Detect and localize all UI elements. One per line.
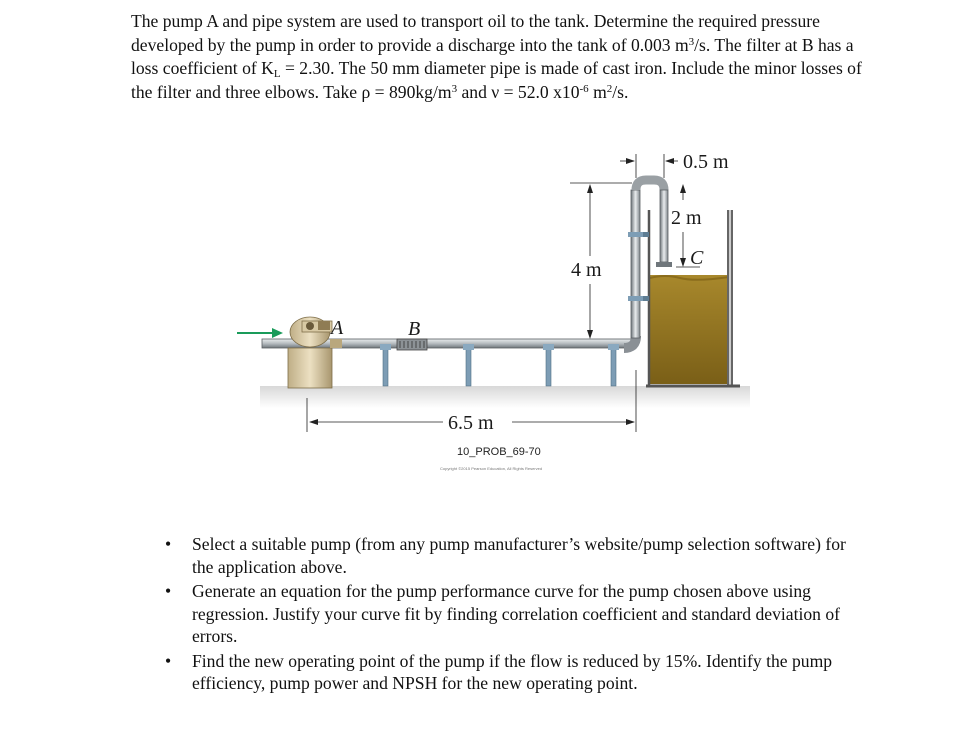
ground [260, 386, 750, 408]
inlet-flow-arrow [237, 328, 283, 338]
filter-b [397, 339, 427, 350]
bullet: • [165, 650, 172, 671]
superscript: 3 [451, 82, 458, 95]
problem-text-part: /s. The filter at B has a loss coefficient of K [131, 34, 854, 79]
problem-text-part: and ν = 52.0 x10 [457, 81, 580, 102]
task-item [165, 650, 865, 695]
dimension-horizontal-label: 6.5 m [448, 412, 494, 434]
problem-text-part: m [588, 81, 607, 102]
bullet: • [165, 581, 172, 601]
superscript: 3 [688, 35, 695, 48]
problem-text-part: The pump A and pipe system are used to transport oil to the tank. Determine the required pressure developed by the pump in order to provide a discharge into the tank of 0.003 m [131, 11, 820, 55]
task-item [165, 580, 865, 648]
label-b: B [408, 318, 421, 340]
superscript: 2 [606, 82, 613, 95]
label-a: A [331, 317, 344, 339]
task-list [165, 533, 865, 697]
subscript: L [273, 68, 281, 81]
task-item [165, 533, 865, 578]
superscript: -6 [579, 82, 589, 95]
dimension-rise-label: 2 m [671, 207, 702, 229]
problem-text-part: = 2.30. The 50 mm diameter pipe is made of cast iron. Include the minor losses of the filter and three elbows. Take ρ = 890kg/m [131, 58, 862, 102]
problem-text-part: /s. [612, 81, 629, 102]
figure-copyright: Copyright ©2015 Pearson Education, All Rights Reserved [440, 466, 543, 471]
dimension-offset-label: 0.5 m [683, 151, 729, 173]
dimension-vertical-label: 4 m [571, 259, 602, 281]
label-c: C [690, 247, 704, 269]
task-text: Find the new operating point of the pump if the flow is reduced by 15%. Identify the pump efficiency, pump power and NPSH for the new operating point. [192, 650, 833, 693]
task-text: Generate an equation for the pump performance curve for the pump chosen above using regression. Justify your curve fit by finding correlation coefficient and standard deviation of errors. [192, 581, 841, 646]
task-text: Select a suitable pump (from any pump manufacturer’s website/pump selection software) for the application above. [192, 534, 846, 577]
dimension-offset [620, 154, 678, 178]
bullet: • [165, 534, 172, 554]
figure-caption: 10_PROB_69-70 [457, 446, 541, 458]
